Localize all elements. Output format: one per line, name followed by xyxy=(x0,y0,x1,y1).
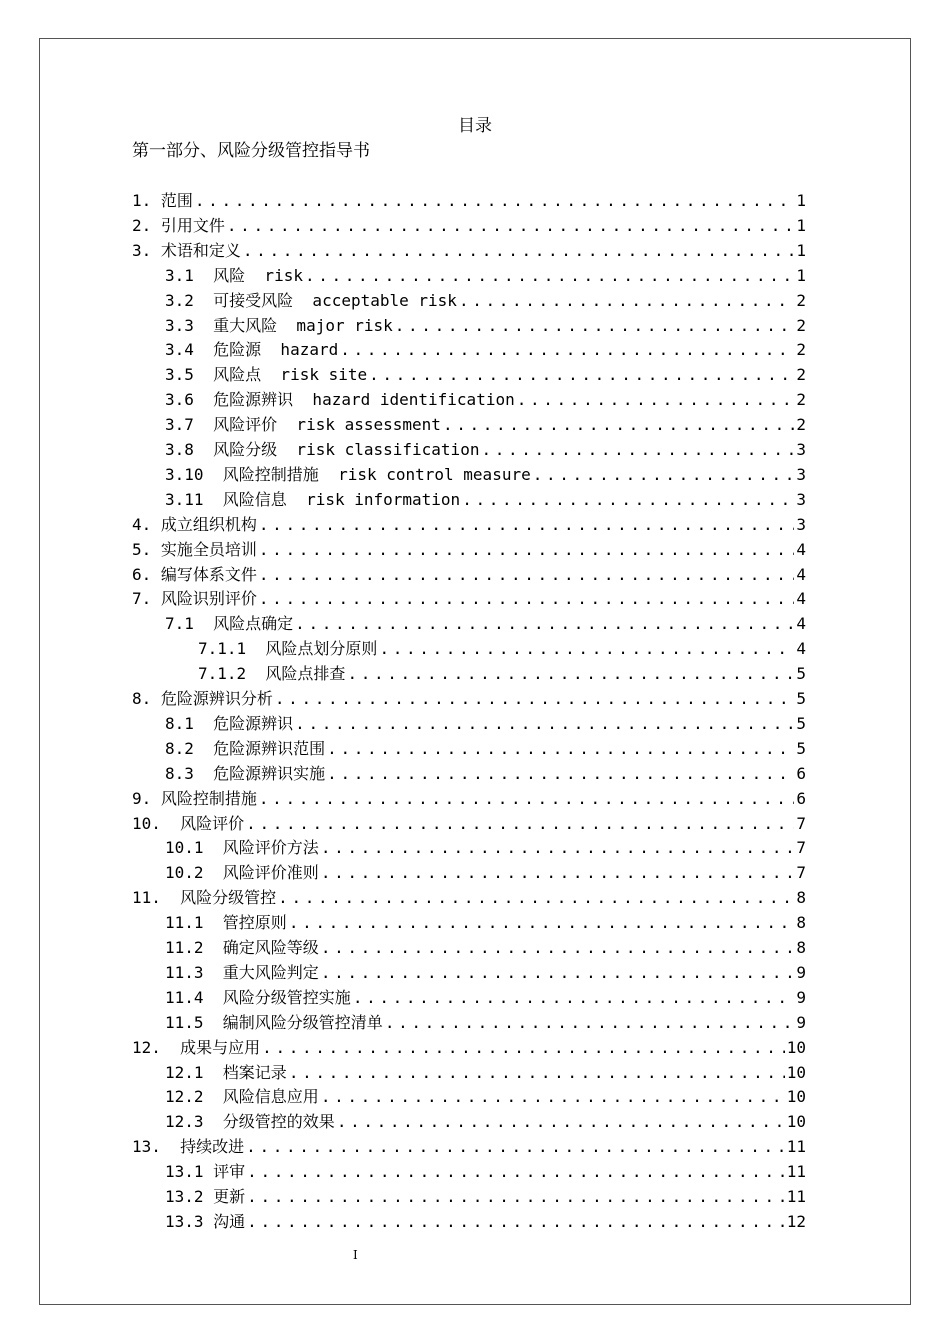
toc-entry-label: 11. 风险分级管控 xyxy=(132,888,277,908)
toc-leader-dots xyxy=(385,1012,795,1034)
toc-entry-page: 2 xyxy=(796,365,806,385)
toc-leader-dots xyxy=(259,539,794,561)
toc-entry[interactable] xyxy=(198,660,806,685)
toc-entry[interactable] xyxy=(165,461,806,486)
toc-entry-label: 2. 引用文件 xyxy=(132,215,225,235)
toc-entry[interactable] xyxy=(165,262,806,287)
toc-leader-dots xyxy=(246,1136,785,1158)
toc-entry-page: 12 xyxy=(786,1211,806,1231)
part-title: 第一部分、风险分级管控指导书 xyxy=(132,141,370,161)
toc-entry-page: 2 xyxy=(796,315,806,335)
toc-leader-dots xyxy=(481,439,794,461)
toc-entry-label: 3.11 风险信息 risk information xyxy=(165,489,461,509)
toc-entry-page: 10 xyxy=(786,1112,806,1132)
toc-leader-dots xyxy=(321,862,795,884)
toc-entry-page: 10 xyxy=(786,1087,806,1107)
toc-leader-dots xyxy=(295,713,794,735)
toc-entry[interactable] xyxy=(165,1208,806,1233)
toc-leader-dots xyxy=(321,962,795,984)
toc-leader-dots xyxy=(517,389,795,411)
toc-entry[interactable] xyxy=(132,561,806,586)
toc-entry-label: 3.1 风险 risk xyxy=(165,265,303,285)
toc-entry[interactable] xyxy=(165,287,806,312)
toc-leader-dots xyxy=(327,763,794,785)
toc-entry[interactable] xyxy=(132,884,806,909)
toc-entry-label: 3.3 重大风险 major risk xyxy=(165,315,393,335)
toc-leader-dots xyxy=(275,688,794,710)
toc-leader-dots xyxy=(340,339,794,361)
toc-entry[interactable] xyxy=(132,1133,806,1158)
toc-entry-label: 11.4 风险分级管控实施 xyxy=(165,987,351,1007)
toc-entry[interactable] xyxy=(165,1083,806,1108)
toc-entry[interactable] xyxy=(165,436,806,461)
toc-entry-label: 10.1 风险评价方法 xyxy=(165,838,319,858)
toc-entry[interactable] xyxy=(132,585,806,610)
toc-entry[interactable] xyxy=(165,312,806,337)
toc-entry-label: 7.1 风险点确定 xyxy=(165,614,294,634)
toc-entry-page: 9 xyxy=(796,987,806,1007)
toc-entry-label: 4. 成立组织机构 xyxy=(132,514,257,534)
toc-leader-dots xyxy=(379,638,794,660)
toc-entry-label: 3.6 危险源辨识 hazard identification xyxy=(165,390,515,410)
toc-entry-label: 9. 风险控制措施 xyxy=(132,788,257,808)
toc-entry-page: 10 xyxy=(786,1037,806,1057)
toc-entry[interactable] xyxy=(165,1108,806,1133)
toc-entry-page: 1 xyxy=(796,215,806,235)
toc-leader-dots xyxy=(262,1037,785,1059)
toc-leader-dots xyxy=(289,1062,785,1084)
toc-entry-page: 4 xyxy=(796,564,806,584)
toc-entry-label: 13.1 评审 xyxy=(165,1162,246,1182)
toc-entry[interactable] xyxy=(132,785,806,810)
toc-entry-page: 3 xyxy=(796,514,806,534)
toc-entry-label: 12. 成果与应用 xyxy=(132,1037,261,1057)
toc-entry-label: 3.2 可接受风险 acceptable risk xyxy=(165,290,457,310)
toc-entry-label: 8. 危险源辨识分析 xyxy=(132,689,273,708)
toc-entry[interactable] xyxy=(132,1034,806,1059)
toc-entry-label: 7. 风险识别评价 xyxy=(132,589,257,609)
toc-entry-page: 1 xyxy=(796,191,806,210)
toc-entry-page: 2 xyxy=(796,390,806,410)
toc-entry-label: 13.2 更新 xyxy=(165,1187,246,1206)
toc-entry[interactable] xyxy=(132,536,806,561)
toc-entry-page: 6 xyxy=(796,763,806,783)
toc-entry-page: 5 xyxy=(796,689,806,708)
toc-leader-dots xyxy=(369,364,794,386)
toc-entry-page: 2 xyxy=(796,415,806,435)
toc-entry-label: 6. 编写体系文件 xyxy=(132,564,257,584)
toc-title: 目录 xyxy=(458,116,492,136)
toc-entry-label: 12.1 档案记录 xyxy=(165,1062,287,1082)
toc-entry[interactable] xyxy=(165,1183,806,1208)
toc-leader-dots xyxy=(247,1211,785,1233)
toc-leader-dots xyxy=(462,489,794,511)
toc-entry-label: 3.7 风险评价 risk assessment xyxy=(165,415,441,435)
toc-entry-page: 2 xyxy=(796,340,806,360)
toc-entry-label: 3.8 风险分级 risk classification xyxy=(165,440,480,459)
toc-entry-page: 11 xyxy=(786,1162,806,1182)
toc-leader-dots xyxy=(443,414,794,436)
toc-entry-page: 8 xyxy=(796,938,806,957)
toc-entry-label: 7.1.2 风险点排查 xyxy=(198,664,346,684)
toc-leader-dots xyxy=(395,315,795,337)
toc-entry[interactable] xyxy=(165,710,806,735)
toc-leader-dots xyxy=(337,1111,785,1133)
toc-entry-label: 1. 范围 xyxy=(132,191,193,210)
toc-leader-dots xyxy=(321,837,795,859)
toc-entry-page: 9 xyxy=(796,1012,806,1032)
toc-entry[interactable] xyxy=(165,909,806,934)
toc-leader-dots xyxy=(259,514,794,536)
toc-entry-page: 7 xyxy=(796,863,806,883)
toc-entry-page: 3 xyxy=(796,464,806,484)
toc-entry[interactable] xyxy=(132,212,806,237)
toc-entry-label: 12.2 风险信息应用 xyxy=(165,1087,319,1107)
toc-entry[interactable] xyxy=(165,411,806,436)
toc-entry-label: 10.2 风险评价准则 xyxy=(165,863,319,883)
toc-entry-label: 11.1 管控原则 xyxy=(165,913,287,933)
toc-entry-label: 8.3 危险源辨识实施 xyxy=(165,763,326,783)
toc-leader-dots xyxy=(353,987,795,1009)
toc-entry-page: 5 xyxy=(796,738,806,758)
toc-entry-page: 6 xyxy=(796,788,806,808)
toc-entry[interactable] xyxy=(165,486,806,511)
toc-leader-dots xyxy=(259,788,794,810)
toc-entry[interactable] xyxy=(165,361,806,386)
toc-entry-page: 8 xyxy=(796,913,806,933)
toc-entry-label: 3.5 风险点 risk site xyxy=(165,365,368,385)
toc-entry[interactable] xyxy=(165,1009,806,1034)
toc-entry[interactable] xyxy=(165,760,806,785)
toc-leader-dots xyxy=(289,912,795,934)
toc-entry-label: 5. 实施全员培训 xyxy=(132,539,257,559)
toc-entry-label: 3.4 危险源 hazard xyxy=(165,340,339,360)
toc-entry-page: 11 xyxy=(786,1187,806,1206)
toc-leader-dots xyxy=(227,215,794,237)
toc-leader-dots xyxy=(247,1186,785,1208)
toc-leader-dots xyxy=(259,588,794,610)
toc-entry-label: 11.5 编制风险分级管控清单 xyxy=(165,1012,383,1032)
toc-entry-page: 1 xyxy=(796,265,806,285)
toc-entry-page: 5 xyxy=(796,664,806,684)
toc-entry-page: 4 xyxy=(796,614,806,634)
toc-entry-label: 7.1.1 风险点划分原则 xyxy=(198,639,378,659)
footer-page-number: I xyxy=(353,1248,358,1262)
toc-entry-page: 4 xyxy=(796,639,806,659)
toc-entry[interactable] xyxy=(132,237,806,262)
toc-leader-dots xyxy=(533,464,795,486)
toc-entry[interactable] xyxy=(132,685,806,710)
toc-entry-page: 7 xyxy=(796,838,806,858)
toc-entry[interactable] xyxy=(165,1158,806,1183)
toc-entry-page: 11 xyxy=(786,1137,806,1157)
toc-entry-label: 11.2 确定风险等级 xyxy=(165,938,319,957)
toc-leader-dots xyxy=(305,265,794,287)
toc-entry-label: 3. 术语和定义 xyxy=(132,240,241,260)
toc-entry-label: 13.3 沟通 xyxy=(165,1211,246,1231)
toc-leader-dots xyxy=(321,937,795,959)
toc-leader-dots xyxy=(247,1161,785,1183)
toc-leader-dots xyxy=(321,1086,785,1108)
toc-entry-label: 12.3 分级管控的效果 xyxy=(165,1112,335,1132)
toc-entry[interactable] xyxy=(132,810,806,835)
toc-entry-page: 4 xyxy=(796,539,806,559)
toc-entry-page: 10 xyxy=(786,1062,806,1082)
toc-leader-dots xyxy=(195,190,794,212)
toc-leader-dots xyxy=(246,813,794,835)
toc-entry-label: 13. 持续改进 xyxy=(132,1137,245,1157)
toc-entry-page: 8 xyxy=(796,888,806,908)
toc-entry-page: 3 xyxy=(796,489,806,509)
toc-entry[interactable] xyxy=(165,336,806,361)
toc-entry-page: 5 xyxy=(796,713,806,733)
toc-entry[interactable] xyxy=(165,859,806,884)
toc-entry[interactable] xyxy=(165,1059,806,1084)
toc-leader-dots xyxy=(278,887,794,909)
toc-entry-page: 1 xyxy=(796,240,806,260)
toc-leader-dots xyxy=(295,613,794,635)
toc-entry[interactable] xyxy=(165,959,806,984)
toc-entry-page: 7 xyxy=(796,813,806,833)
toc-entry[interactable] xyxy=(165,934,806,959)
toc-leader-dots xyxy=(259,564,794,586)
toc-leader-dots xyxy=(347,663,794,685)
toc-entry[interactable] xyxy=(165,386,806,411)
toc-entry[interactable] xyxy=(132,511,806,536)
toc-entry-page: 4 xyxy=(796,589,806,609)
toc-entry-label: 3.10 风险控制措施 risk control measure xyxy=(165,464,531,484)
toc-entry[interactable] xyxy=(165,834,806,859)
toc-leader-dots xyxy=(243,240,794,262)
toc-entry[interactable] xyxy=(165,735,806,760)
toc-leader-dots xyxy=(327,738,794,760)
toc-entry-label: 11.3 重大风险判定 xyxy=(165,962,319,982)
toc-entry[interactable] xyxy=(165,984,806,1009)
toc-entry[interactable] xyxy=(198,635,806,660)
toc-entry-label: 10. 风险评价 xyxy=(132,813,245,833)
toc-entry[interactable] xyxy=(165,610,806,635)
toc-entry[interactable] xyxy=(132,187,806,212)
toc-entry-page: 3 xyxy=(796,440,806,459)
toc-entry-label: 8.2 危险源辨识范围 xyxy=(165,738,326,758)
toc-entry-page: 2 xyxy=(796,290,806,310)
toc-leader-dots xyxy=(459,290,794,312)
toc-entry-page: 9 xyxy=(796,962,806,982)
toc-entry-label: 8.1 危险源辨识 xyxy=(165,713,294,733)
